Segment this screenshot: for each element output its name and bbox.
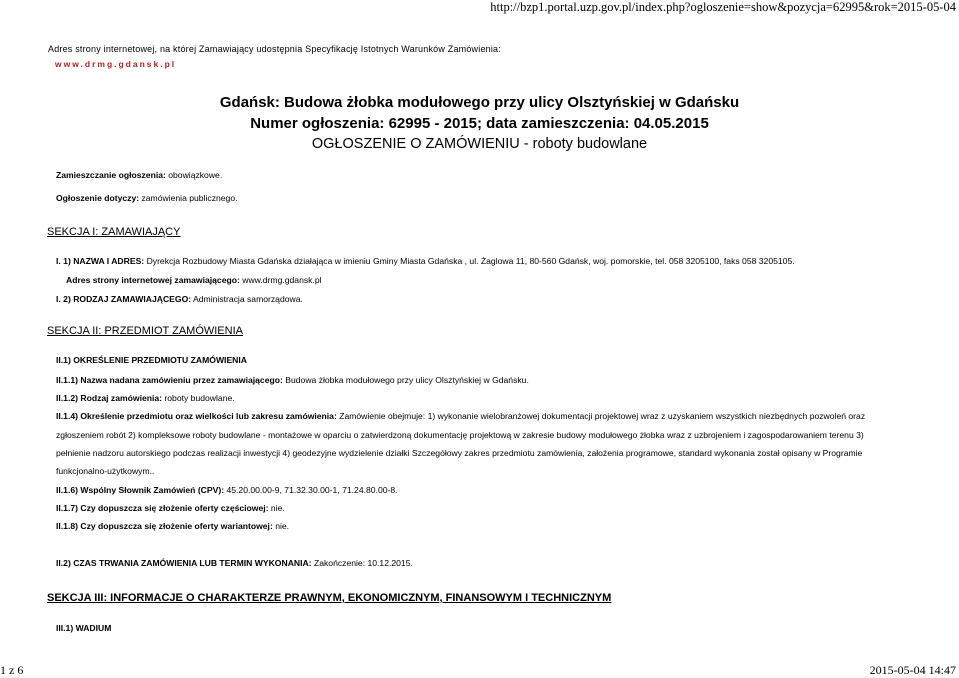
authority-kind-row — [56, 294, 303, 304]
placement-label: Zamieszczanie ogłoszenia: — [56, 170, 166, 180]
variant-offer-row — [56, 521, 289, 531]
contract-description-label: II.1.4) Określenie przedmiotu oraz wielkości lub zakresu zamówienia: — [56, 411, 337, 421]
variant-offer-label: II.1.8) Czy dopuszcza się złożenie oferty wariantowej: — [56, 521, 273, 531]
authority-web-label: Adres strony internetowej zamawiającego: — [66, 275, 240, 285]
authority-web-row — [66, 275, 322, 285]
notice-title: Gdańsk: Budowa żłobka modułowego przy ulicy Olsztyńskiej w Gdańsku — [219, 94, 740, 111]
contract-name-label: II.1.1) Nazwa nadana zamówieniu przez zamawiającego: — [56, 375, 283, 385]
concerns-label: Ogłoszenie dotyczy: — [56, 193, 140, 203]
variant-offer-value: nie. — [275, 521, 290, 531]
placement-value: obowiązkowe. — [168, 170, 223, 180]
page-url: http://bzp1.portal.uzp.gov.pl/index.php?ogloszenie=show&pozycja=62995&rok=2015-05-04 — [490, 0, 956, 14]
cpv-row — [56, 485, 398, 495]
duration-value: Zakończenie: 10.12.2015. — [313, 558, 413, 568]
cpv-value: 45.20.00.00-9, 71.32.30.00-1, 71.24.80.00-8. — [226, 485, 398, 495]
siwz-link[interactable]: www.drmg.gdansk.pl — [55, 59, 177, 69]
section-3-heading: SEKCJA III: INFORMACJE O CHARAKTERZE PRAWNYM, EKONOMICZNYM, FINANSOWYM I TECHNICZNYM — [47, 592, 612, 604]
duration-row — [56, 558, 413, 568]
contract-description-line-3: pełnienie nadzoru autorskiego podczas realizacji inwestycji 4) geodezyjne wydzielenie działki Szczegółowy zakres przedmiotu zamówienia, założenia programowe, standard wykonania został opisany w Programie — [56, 448, 863, 458]
authority-kind-label: I. 2) RODZAJ ZAMAWIAJĄCEGO: — [56, 294, 192, 304]
concerns-value: zamówienia publicznego. — [141, 193, 238, 203]
concerns-row — [56, 193, 238, 203]
notice-type: OGŁOSZENIE O ZAMÓWIENIU - roboty budowlane — [311, 136, 648, 152]
authority-name-value: Dyrekcja Rozbudowy Miasta Gdańska działająca w imieniu Gminy Miasta Gdańska , ul. Żaglowa 11, 80-560 Gdańsk, woj. pomorskie, tel. 058 3205100, faks 058 3205105. — [146, 256, 795, 266]
print-datetime: 2015-05-04 14:47 — [869, 663, 956, 677]
section-2-heading: SEKCJA II: PRZEDMIOT ZAMÓWIENIA — [47, 325, 243, 337]
duration-label: II.2) CZAS TRWANIA ZAMÓWIENIA LUB TERMIN WYKONANIA: — [56, 558, 312, 568]
authority-kind-value: Administracja samorządowa. — [193, 294, 303, 304]
contracting-authority-row — [56, 256, 795, 266]
contract-description-text-1: Zamówienie obejmuje: 1) wykonanie wielobranżowej dokumentacji projektowej wraz z uzyskaniem wszystkich niezbędnych pozwoleń oraz — [339, 411, 866, 421]
contract-description-line-1 — [56, 411, 865, 421]
contract-type-value: roboty budowlane. — [164, 393, 235, 403]
notice-number: Numer ogłoszenia: 62995 - 2015; data zamieszczenia: 04.05.2015 — [250, 115, 709, 132]
contract-name-value: Budowa żłobka modułowego przy ulicy Olsztyńskiej w Gdańsku. — [285, 375, 529, 385]
section-3-subheading: III.1) WADIUM — [56, 623, 112, 633]
authority-web-link[interactable]: www.drmg.gdansk.pl — [242, 275, 322, 285]
section-2-subheading: II.1) OKREŚLENIE PRZEDMIOTU ZAMÓWIENIA — [56, 355, 247, 365]
contract-description-line-2: zgłoszeniem robót 2) kompleksowe roboty budowlane - montażowe w oparciu o zatwierdzoną dokumentację projektową w zakresie budowy modułowego żłobka wraz z uzbrojeniem i zagospodarowaniem terenu 3) — [56, 430, 864, 440]
contract-type-label: II.1.2) Rodzaj zamówienia: — [56, 393, 163, 403]
partial-offer-label: II.1.7) Czy dopuszcza się złożenie oferty częściowej: — [56, 503, 269, 513]
partial-offer-row — [56, 503, 285, 513]
partial-offer-value: nie. — [270, 503, 285, 513]
authority-name-label: I. 1) NAZWA I ADRES: — [56, 256, 145, 266]
page-counter: 1 z 6 — [0, 663, 24, 677]
contract-type-row — [56, 393, 235, 403]
cpv-label: II.1.6) Wspólny Słownik Zamówień (CPV): — [56, 485, 225, 495]
siwz-intro-text: Adres strony internetowej, na której Zamawiający udostępnia Specyfikację Istotnych Warunków Zamówienia: — [48, 44, 501, 54]
contract-name-row — [56, 375, 529, 385]
placement-row — [56, 170, 222, 180]
contract-description-line-4: funkcjonalno-użytkowym.. — [56, 466, 155, 476]
section-1-heading: SEKCJA I: ZAMAWIAJĄCY — [47, 226, 181, 238]
